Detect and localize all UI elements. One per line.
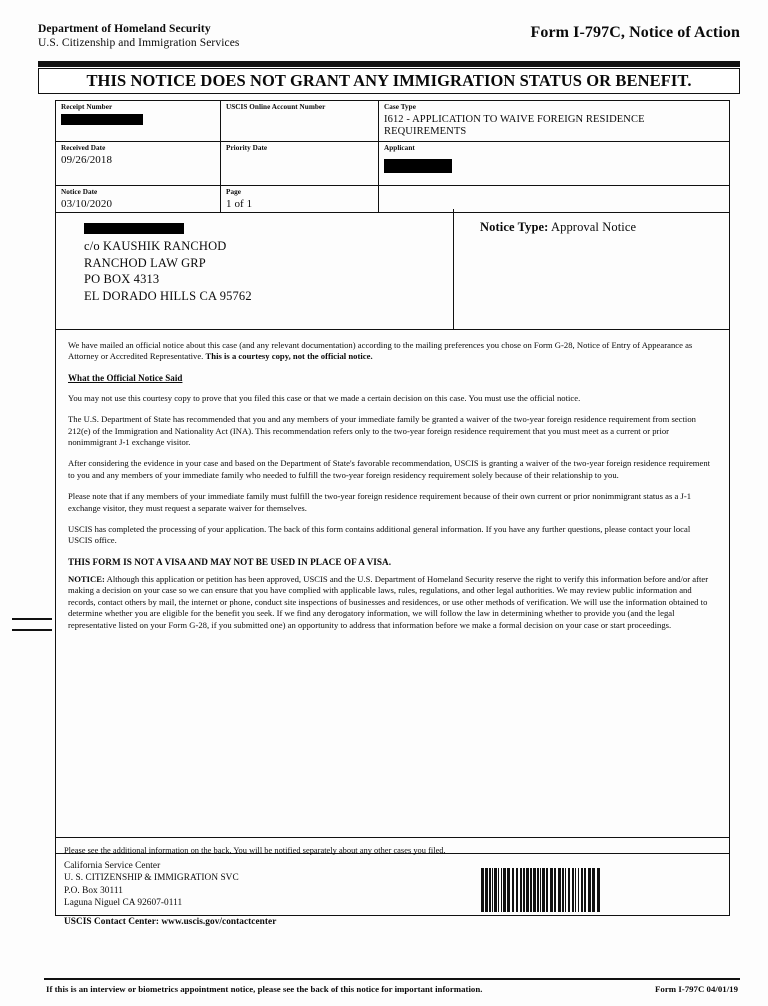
notice-lead-in: NOTICE: (68, 573, 105, 584)
case-type-label: Case Type (384, 103, 416, 111)
received-date-label: Received Date (61, 144, 106, 152)
agency-name-secondary: U.S. Citizenship and Immigration Services (38, 37, 240, 49)
received-date-value: 09/26/2018 (61, 154, 113, 166)
body-paragraph-5: Please note that if any members of your immediate family must fulfill the two-year foreign residence requirement because of their own current or prior nonimmigrant status as a J-1 exchange visitor, they must request a separate waiver for themselves. (68, 491, 692, 513)
body-heading-official-notice: What the Official Notice Said (68, 372, 183, 383)
margin-marks (12, 618, 52, 640)
body-paragraph-1 (68, 340, 715, 363)
agency-block (38, 22, 240, 51)
applicant-cell (379, 142, 729, 185)
received-date-cell (56, 142, 221, 185)
receipt-number-cell (56, 101, 221, 141)
margin-mark-1 (12, 618, 52, 620)
priority-date-cell (221, 142, 379, 185)
body-notice-paragraph (68, 574, 715, 631)
table-row (56, 142, 729, 186)
footer-note-strip (55, 838, 730, 854)
body-paragraph-4: After considering the evidence in your case and based on the Department of State's favorable recommendation, USCIS is granting a waiver of the two-year foreign residence requirement to you and any members of your immediate family who needed to fulfill the two-year foreign residency requirement solely because of their relationship to you. (68, 458, 711, 480)
recipient-name-redaction (84, 223, 184, 234)
table-row (56, 101, 729, 142)
notice-type-value: Approval Notice (550, 220, 637, 234)
applicant-redaction (384, 159, 452, 173)
service-center-line-3: P.O. Box 30111 (64, 885, 123, 896)
body-paragraph-1-emphasis: This is a courtesy copy, not the official notice. (205, 351, 373, 362)
service-center-line-1: California Service Center (64, 861, 161, 871)
body-paragraph-2: You may not use this courtesy copy to prove that you filed this case or that we made a certain decision on this case. You must use the official notice. (68, 392, 581, 403)
service-center-block (55, 854, 730, 928)
form-title: Form I-797C, Notice of Action (530, 24, 740, 41)
agency-name-primary: Department of Homeland Security (38, 23, 211, 35)
notice-body (55, 330, 730, 838)
uscis-contact-center-line: USCIS Contact Center: www.uscis.gov/contactcenter (64, 917, 277, 928)
service-center-line-2: U. S. CITIZENSHIP & IMMIGRATION SVC (64, 873, 239, 884)
footer-left-text: If this is an interview or biometrics appointment notice, please see the back of this notice for important information. (46, 984, 483, 994)
notice-banner-text: THIS NOTICE DOES NOT GRANT ANY IMMIGRATION STATUS OR BENEFIT. (86, 71, 692, 90)
footer-rule (44, 978, 740, 980)
address-line-4: EL DORADO HILLS CA 95762 (84, 288, 252, 303)
margin-mark-2 (12, 629, 52, 631)
notice-type (480, 220, 729, 235)
footer-form-version: Form I-797C 04/01/19 (655, 984, 738, 994)
address-notice-block (55, 209, 730, 330)
applicant-label: Applicant (384, 144, 415, 152)
priority-date-label: Priority Date (226, 144, 268, 152)
address-line-1: c/o KAUSHIK RANCHOD (84, 239, 227, 253)
receipt-number-redaction (61, 114, 143, 125)
case-type-cell (379, 101, 729, 141)
notice-date-label: Notice Date (61, 188, 98, 196)
masthead (38, 22, 740, 62)
uscis-online-account-cell (221, 101, 379, 141)
notice-paragraph-text: Although this application or petition has been approved, USCIS and the U.S. Department of Homeland Security reserve the right to verify this information before and/or after making a decision on your case so we can ensure that you have complied with applicable laws, rules, regulations, and other legal authorities. We may review public information and records, contact others by mail, the internet or phone, conduct site inspections of businesses and residences, or use other methods of verification. We will use the information obtained to determine whether you are eligible for the benefit you seek. If we find any derogatory information, we will follow the law in determining whether to provide you (and the legal representative listed on your Form G-28, if you submitted one) an opportunity to address that information before we make a formal decision on your case or start proceedings. (68, 573, 709, 630)
body-paragraph-1-text: We have mailed an official notice about this case (and any relevant documentation) according to the mailing preferences you chose on Form G-28, Notice of Entry of Appearance as Attorney or Accredited Representative. (68, 340, 693, 362)
body-paragraph-3: The U.S. Department of State has recommended that you and any members of your immediate family be granted a waiver of the two-year foreign residence requirement from section 212(e) of the Immigration and Nationality Act (INA). This recommendation refers only to the two-year foreign residence requirement that you must meet as a current or prior nonimmigrant J-1 exchange visitor. (68, 414, 696, 448)
page-value: 1 of 1 (226, 198, 253, 210)
address-line-3: PO BOX 4313 (84, 272, 160, 286)
mailing-address (56, 209, 454, 329)
case-type-value: I612 - APPLICATION TO WAIVE FOREIGN RESIDENCE REQUIREMENTS (384, 113, 645, 137)
notice-type-label: Notice Type: (480, 220, 549, 234)
barcode (481, 868, 601, 912)
address-line-2: RANCHOD LAW GRP (84, 255, 206, 270)
body-paragraph-6: USCIS has completed the processing of your application. The back of this form contains additional general information. If you have any further questions, please contact your local USCIS office. (68, 524, 691, 546)
receipt-number-label: Receipt Number (61, 103, 113, 111)
footer-note-text: Please see the additional information on the back. You will be notified separately about any other cases you filed. (64, 846, 446, 855)
visa-disclaimer: THIS FORM IS NOT A VISA AND MAY NOT BE USED IN PLACE OF A VISA. (68, 556, 392, 567)
header-rule (38, 61, 740, 67)
notice-banner (38, 68, 740, 94)
uscis-online-account-label: USCIS Online Account Number (226, 103, 326, 111)
page-label: Page (226, 188, 241, 196)
case-data-table (55, 100, 730, 213)
service-center-line-4: Laguna Niguel CA 92607-0111 (64, 897, 183, 908)
notice-type-block (454, 209, 729, 329)
notice-date-value: 03/10/2020 (61, 198, 113, 210)
